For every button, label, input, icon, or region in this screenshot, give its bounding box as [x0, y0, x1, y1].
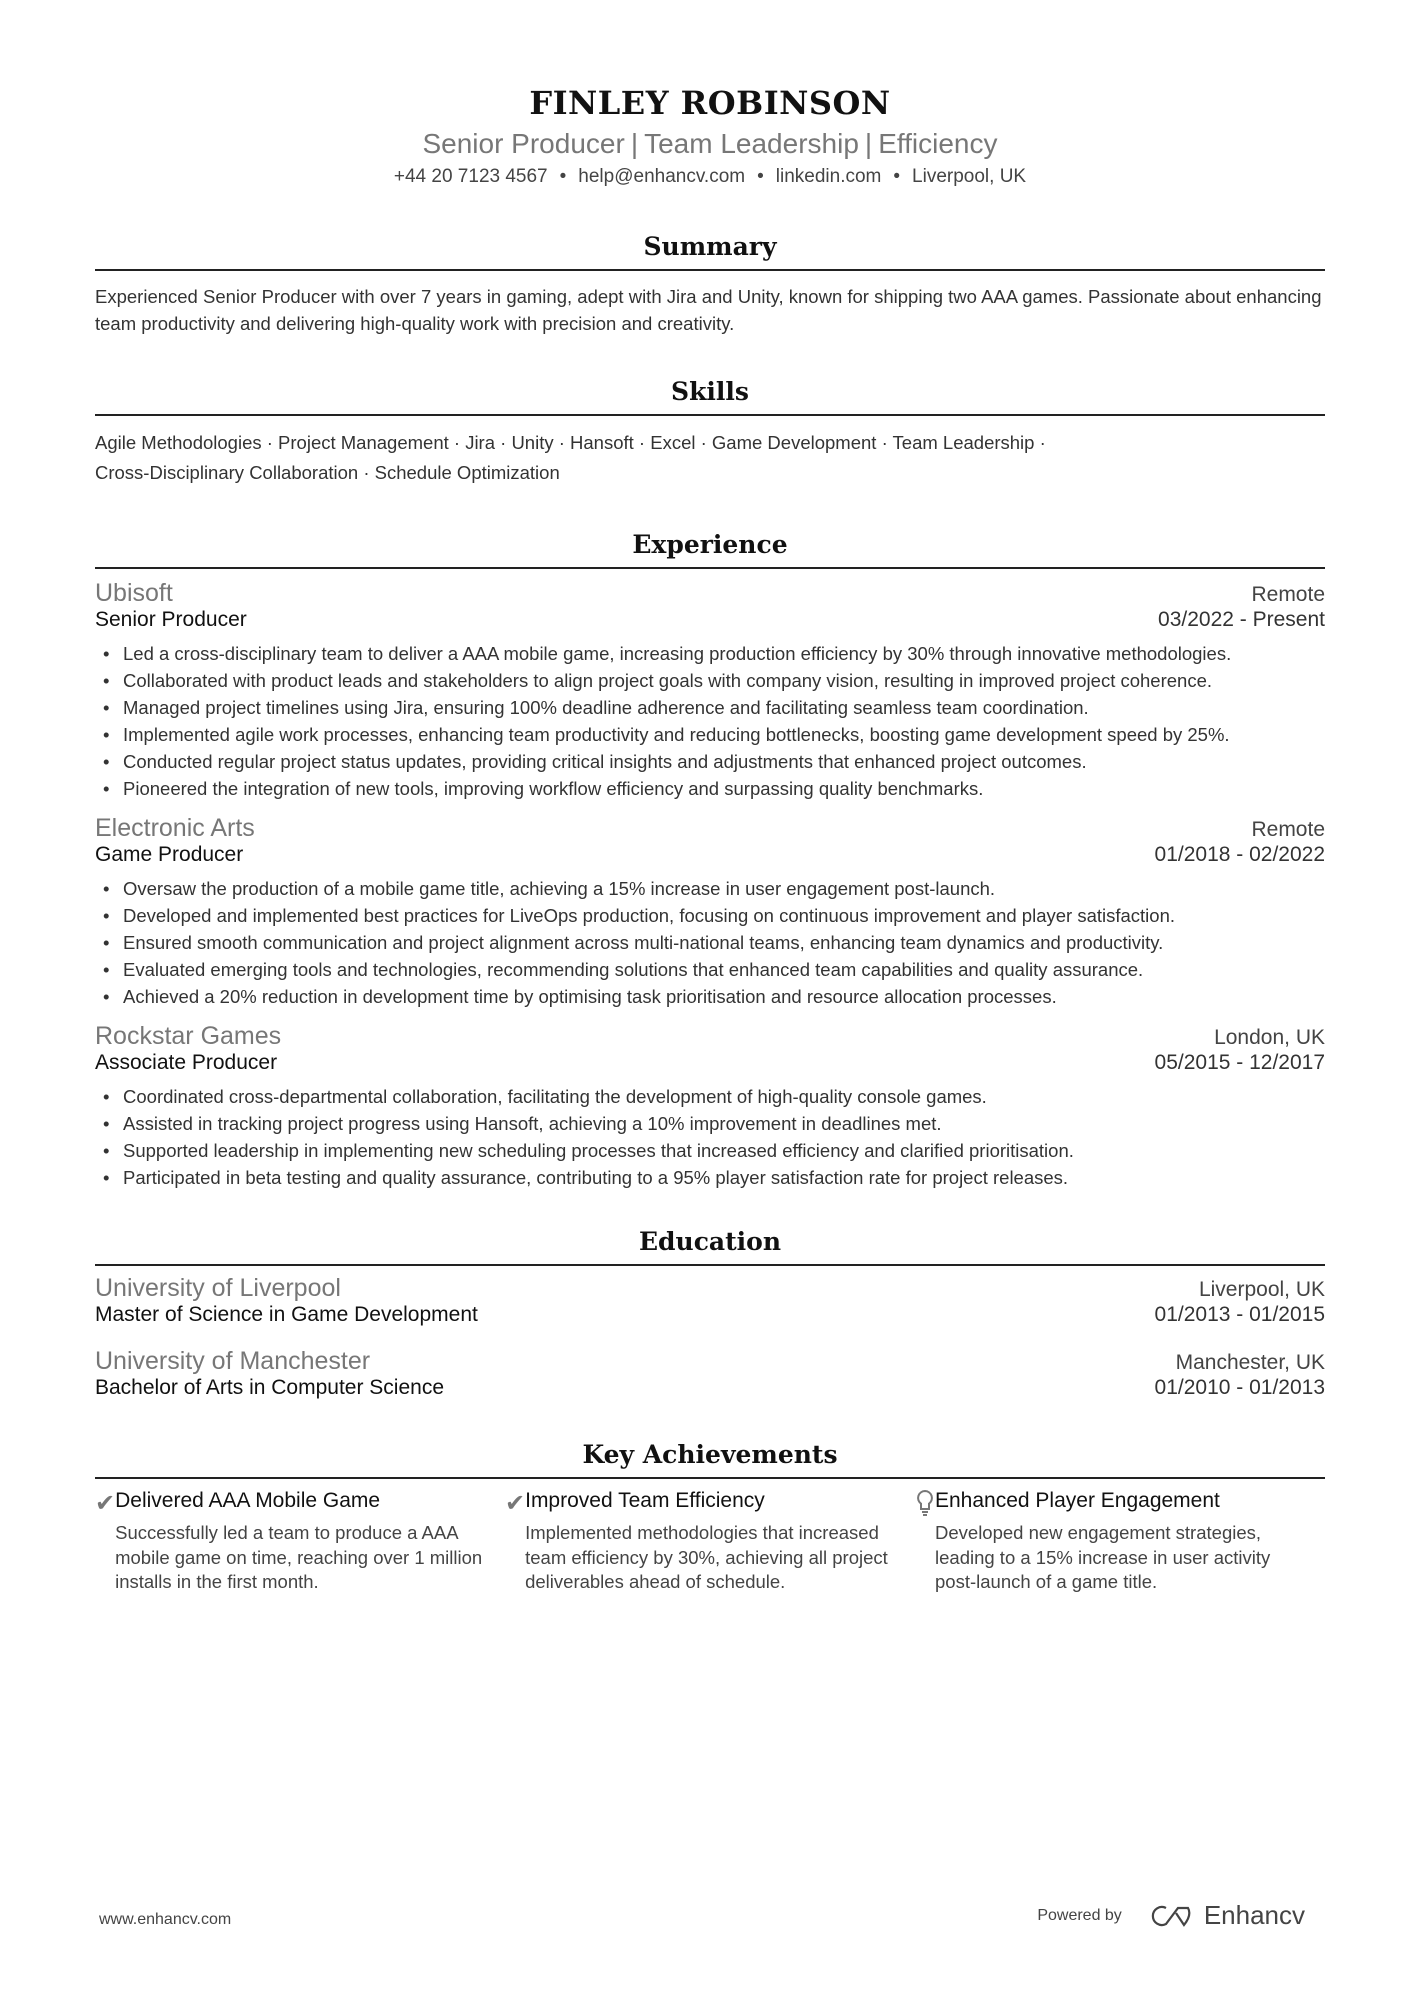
entry-subheader: [95, 1303, 1325, 1327]
entry-subheader: [95, 1051, 1325, 1075]
job-dates: 01/2018 - 02/2022: [1154, 843, 1325, 866]
company-name: Ubisoft: [95, 579, 173, 607]
achievement-title: Enhanced Player Engagement: [935, 1489, 1220, 1512]
job-location: Remote: [1251, 818, 1325, 841]
skills-list: [95, 428, 1325, 488]
education-section: [95, 1227, 1325, 1400]
achievement-content: [115, 1489, 485, 1595]
bullet-item: • Managed project timelines using Jira, ensuring 100% deadline adherence and facilitating seamless team coordination.: [95, 694, 1325, 721]
entry-subheader: [95, 843, 1325, 867]
bullet-item: • Oversaw the production of a mobile game title, achieving a 15% increase in user engagement post-launch.: [95, 875, 1325, 902]
bullet-item: • Developed and implemented best practices for LiveOps production, focusing on continuous improvement and player satisfaction.: [95, 902, 1325, 929]
experience-entry: [95, 814, 1325, 1010]
linkedin-link[interactable]: linkedin.com: [775, 166, 882, 187]
brand-name: Enhancv: [1203, 1900, 1305, 1930]
bullet-item: • Evaluated emerging tools and technologies, recommending solutions that enhanced team capabilities and quality assurance.: [95, 956, 1325, 983]
section-heading: Skills: [95, 377, 1325, 416]
job-title: Game Producer: [95, 843, 244, 866]
company-name: Electronic Arts: [95, 814, 255, 842]
headline-part: Efficiency: [878, 128, 998, 159]
headline-part: Senior Producer: [422, 128, 625, 159]
contact-info: +44 20 7123 4567 • help@enhancv.com • linkedin.com • Liverpool, UK: [393, 166, 1027, 187]
candidate-name: FINLEY ROBINSON: [529, 84, 891, 122]
skills-line: Agile Methodologies · Project Management · Jira · Unity · Hansoft · Excel · Game Development · Team Leadership ·: [95, 432, 1046, 453]
entry-header: [95, 579, 1325, 608]
enhancv-logo: [1148, 1900, 1305, 1931]
section-heading: Summary: [95, 232, 1325, 271]
degree: Bachelor of Arts in Computer Science: [95, 1376, 445, 1399]
achievement-content: [935, 1489, 1305, 1595]
experience-entry: [95, 579, 1325, 802]
bullet-list: [95, 640, 1325, 802]
entry-header: [95, 1022, 1325, 1051]
bullet-list: [95, 1083, 1325, 1191]
entry-header: [95, 1274, 1325, 1303]
skills-line: Cross-Disciplinary Collaboration · Schedule Optimization: [95, 462, 560, 483]
headline: [95, 128, 1325, 160]
achievement-description: Implemented methodologies that increased team efficiency by 30%, achieving all project deliverables ahead of schedule.: [525, 1522, 888, 1592]
entry-header: [95, 814, 1325, 843]
skills-section: [95, 377, 1325, 488]
powered-by-label: Powered by: [1037, 1906, 1122, 1924]
section-heading: Education: [95, 1227, 1325, 1266]
achievement-content: [525, 1489, 895, 1595]
bullet-item: • Participated in beta testing and quality assurance, contributing to a 95% player satisfaction rate for project releases.: [95, 1164, 1325, 1191]
bullet-item: • Implemented agile work processes, enhancing team productivity and reducing bottlenecks, boosting game development speed by 25%.: [95, 721, 1325, 748]
bullet-item: • Ensured smooth communication and project alignment across multi-national teams, enhancing team dynamics and productivity.: [95, 929, 1325, 956]
job-title: Senior Producer: [95, 608, 247, 631]
bullet-item: • Conducted regular project status updates, providing critical insights and adjustments that enhanced project outcomes.: [95, 748, 1325, 775]
enhancv-logo-icon: [1148, 1903, 1194, 1929]
entry-subheader: [95, 608, 1325, 632]
section-heading: Key Achievements: [95, 1440, 1325, 1479]
bullet-item: • Achieved a 20% reduction in development time by optimising task prioritisation and resource allocation processes.: [95, 983, 1325, 1010]
achievement-item: [95, 1489, 505, 1595]
experience-section: [95, 530, 1325, 1191]
job-dates: 03/2022 - Present: [1158, 608, 1325, 631]
experience-entry: [95, 1022, 1325, 1191]
bullet-list: [95, 875, 1325, 1010]
education-dates: 01/2010 - 01/2013: [1154, 1376, 1325, 1399]
check-icon: ✔: [505, 1490, 526, 1517]
school-location: Manchester, UK: [1175, 1351, 1325, 1374]
resume-page: [95, 84, 1325, 1595]
job-location: London, UK: [1214, 1026, 1325, 1049]
check-icon: ✔: [95, 1490, 116, 1517]
achievement-description: Developed new engagement strategies, leading to a 15% increase in user activity post-launch of a game title.: [935, 1522, 1271, 1592]
achievement-item: [505, 1489, 915, 1595]
job-title: Associate Producer: [95, 1051, 278, 1074]
achievement-item: [915, 1489, 1325, 1595]
school-name: University of Liverpool: [95, 1274, 341, 1302]
achievement-title: Delivered AAA Mobile Game: [115, 1489, 381, 1512]
phone: +44 20 7123 4567: [393, 166, 548, 187]
school-name: University of Manchester: [95, 1347, 371, 1375]
location: Liverpool, UK: [912, 166, 1027, 187]
job-location: Remote: [1251, 583, 1325, 606]
divider: |: [630, 128, 639, 159]
bullet-item: • Assisted in tracking project progress using Hansoft, achieving a 10% improvement in deadlines met.: [95, 1110, 1325, 1137]
summary-text: Experienced Senior Producer with over 7 years in gaming, adept with Jira and Unity, known for shipping two AAA games. Passionate about enhancing team productivity and delivering high-quality work with precision and creativity.: [95, 286, 1322, 334]
achievements-section: [95, 1440, 1325, 1595]
education-entry: [95, 1347, 1325, 1400]
company-name: Rockstar Games: [95, 1022, 282, 1050]
bullet-item: • Led a cross-disciplinary team to deliver a AAA mobile game, increasing production efficiency by 30% through innovative methodologies.: [95, 640, 1325, 667]
summary-section: [95, 232, 1325, 337]
job-dates: 05/2015 - 12/2017: [1154, 1051, 1325, 1074]
degree: Master of Science in Game Development: [95, 1303, 478, 1326]
bullet-item: • Coordinated cross-departmental collaboration, facilitating the development of high-quality console games.: [95, 1083, 1325, 1110]
achievement-description: Successfully led a team to produce a AAA mobile game on time, reaching over 1 million installs in the first month.: [115, 1522, 483, 1592]
section-heading: Experience: [95, 530, 1325, 569]
education-dates: 01/2013 - 01/2015: [1154, 1303, 1325, 1326]
headline-part: Team Leadership: [644, 128, 859, 159]
bullet-item: • Pioneered the integration of new tools, improving workflow efficiency and surpassing quality benchmarks.: [95, 775, 1325, 802]
website-link[interactable]: www.enhancv.com: [99, 1911, 232, 1928]
bullet-item: • Supported leadership in implementing new scheduling processes that increased efficiency and clarified prioritisation.: [95, 1137, 1325, 1164]
school-location: Liverpool, UK: [1198, 1278, 1325, 1301]
lightbulb-icon: [915, 1489, 935, 1595]
divider: |: [864, 128, 873, 159]
achievement-title: Improved Team Efficiency: [525, 1489, 765, 1512]
bullet-item: • Collaborated with product leads and stakeholders to align project goals with company vision, resulting in improved project coherence.: [95, 667, 1325, 694]
email-link[interactable]: help@enhancv.com: [578, 166, 746, 187]
powered-by: [1037, 1900, 1305, 1931]
education-entry: [95, 1274, 1325, 1327]
entry-header: [95, 1347, 1325, 1376]
entry-subheader: [95, 1376, 1325, 1400]
